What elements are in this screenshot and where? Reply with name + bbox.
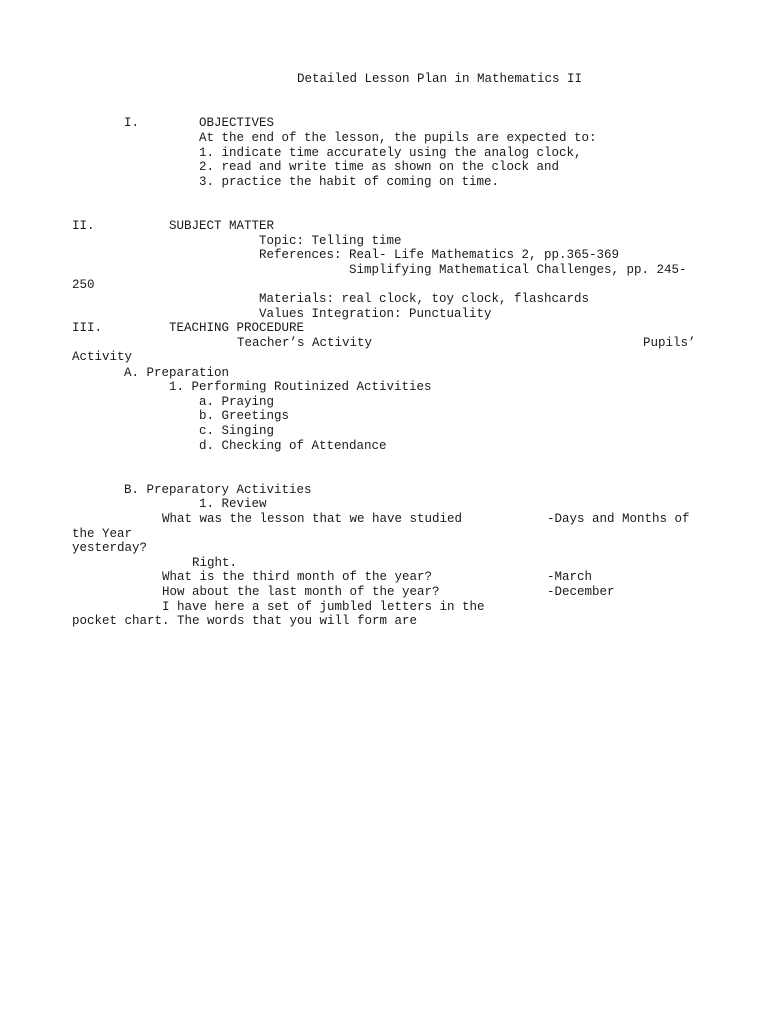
teacher-instruction-cont: pocket chart. The words that you will form are: [72, 614, 418, 628]
preparation-heading: A. Preparation: [124, 366, 230, 380]
teaching-procedure-heading: TEACHING PROCEDURE: [169, 321, 305, 335]
subject-matter-numeral: II.: [72, 219, 95, 233]
objective-item: 3. practice the habit of coming on time.: [199, 175, 500, 189]
objectives-numeral: I.: [124, 116, 140, 130]
review-heading: 1. Review: [199, 497, 267, 511]
pupil-answer: -March: [547, 570, 593, 584]
pupil-answer: -Days and Months of: [547, 512, 690, 526]
routine-item: b. Greetings: [199, 409, 290, 423]
teaching-procedure-numeral: III.: [72, 321, 103, 335]
preparatory-activities-heading: B. Preparatory Activities: [124, 483, 312, 497]
references-line: Simplifying Mathematical Challenges, pp. 245-: [349, 263, 687, 277]
teacher-instruction: I have here a set of jumbled letters in the: [162, 600, 485, 614]
values-line: Values Integration: Punctuality: [259, 307, 492, 321]
pupil-answer-cont: the Year: [72, 527, 133, 541]
materials-line: Materials: real clock, toy clock, flashcards: [259, 292, 590, 306]
objectives-heading: OBJECTIVES: [199, 116, 275, 130]
references-line: 250: [72, 278, 95, 292]
teacher-question: What was the lesson that we have studied: [162, 512, 463, 526]
teacher-activity-column-header: Teacher’s Activity: [237, 336, 373, 350]
objectives-intro: At the end of the lesson, the pupils are expected to:: [199, 131, 597, 145]
topic-line: Topic: Telling time: [259, 234, 402, 248]
teacher-question-cont: yesterday?: [72, 541, 148, 555]
routine-item: a. Praying: [199, 395, 275, 409]
pupils-activity-column-header-cont: Activity: [72, 350, 133, 364]
routinized-activities-heading: 1. Performing Routinized Activities: [169, 380, 432, 394]
references-line: References: Real- Life Mathematics 2, pp.365-369: [259, 248, 620, 262]
document-title: Detailed Lesson Plan in Mathematics II: [297, 72, 583, 86]
pupils-activity-column-header: Pupils’: [643, 336, 696, 350]
routine-item: c. Singing: [199, 424, 275, 438]
subject-matter-heading: SUBJECT MATTER: [169, 219, 275, 233]
routine-item: d. Checking of Attendance: [199, 439, 387, 453]
teacher-question: What is the third month of the year?: [162, 570, 433, 584]
objective-item: 1. indicate time accurately using the analog clock,: [199, 146, 582, 160]
teacher-question: How about the last month of the year?: [162, 585, 440, 599]
objective-item: 2. read and write time as shown on the clock and: [199, 160, 560, 174]
teacher-feedback: Right.: [192, 556, 238, 570]
pupil-answer: -December: [547, 585, 615, 599]
